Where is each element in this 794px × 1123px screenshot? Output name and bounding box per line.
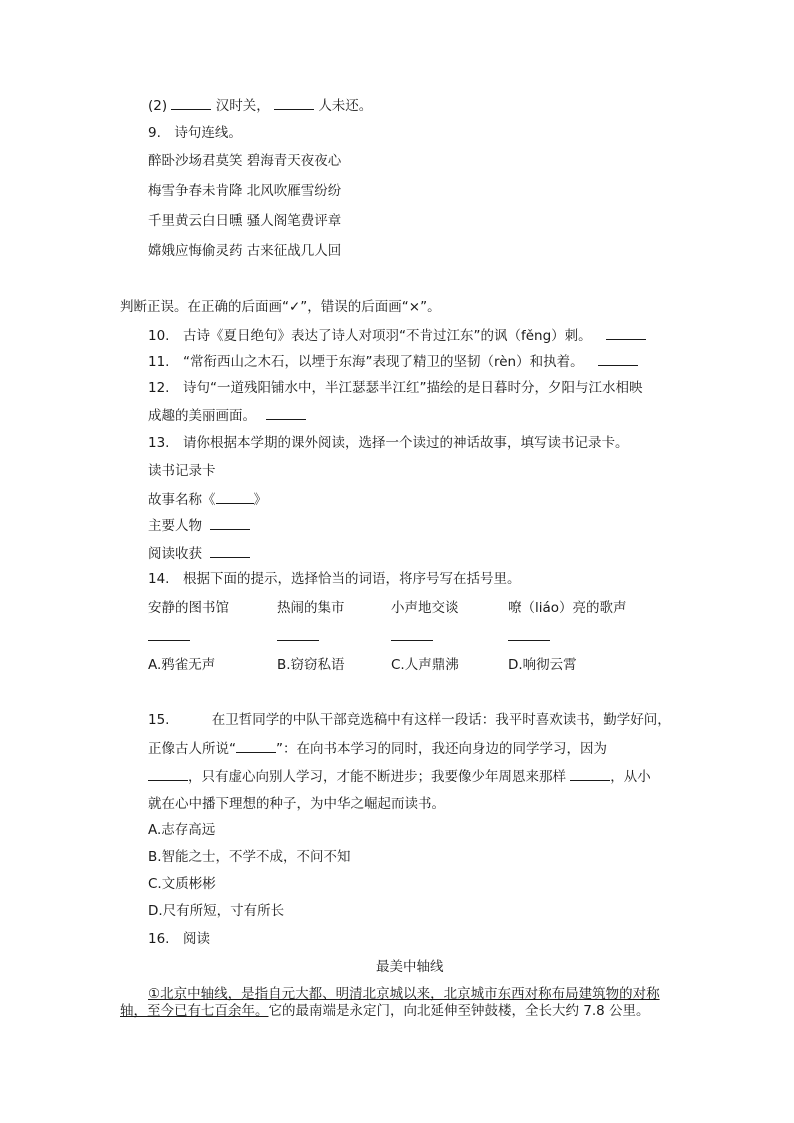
answer-blank[interactable] (508, 626, 550, 641)
q9-line-3: 千里黄云白日曛 骚人阁笔费评章 (148, 213, 342, 229)
q14-blank-3[interactable] (391, 626, 433, 647)
q9-line-1: 醉卧沙场君莫笑 碧海青天夜夜心 (148, 153, 342, 169)
q16-heading: 16. 阅读 (148, 931, 210, 947)
q15-line-1 (148, 710, 671, 730)
answer-blank[interactable] (266, 405, 306, 420)
characters-label: 主要人物 (148, 518, 202, 534)
q15-option-c: C.文质彬彬 (148, 876, 216, 892)
q14-blank-4[interactable] (508, 626, 550, 647)
q15-line-2 (148, 738, 607, 759)
q8-2-part2: 人未还。 (318, 98, 373, 114)
passage-rest: 它的最南端是永定门，向北延伸至钟鼓楼，全长大约 7.8 公里。 (268, 1003, 650, 1019)
q11-text: 11. “常衔西山之木石，以堙于东海”表现了精卫的坚韧（rèn）和执着。 (148, 354, 584, 370)
q13-characters (148, 515, 250, 536)
q8-2-part1: 汉时关， (215, 98, 270, 114)
answer-blank[interactable] (171, 95, 211, 110)
characters-blank[interactable] (210, 515, 250, 530)
q8-2-line (148, 95, 372, 116)
passage-title: 最美中轴线 (376, 959, 444, 975)
q12-text-2: 成趣的美丽画面。 (148, 408, 256, 424)
q12-line-1: 12. 诗句“一道残阳铺水中，半江瑟瑟半江红”描绘的是日暮时分，夕阳与江水相映 (148, 380, 643, 396)
answer-blank[interactable] (148, 626, 190, 641)
story-name-label: 故事名称《 (148, 492, 216, 508)
answer-blank[interactable] (391, 626, 433, 641)
q14-blank-1[interactable] (148, 626, 190, 647)
q15-number: 15. (148, 712, 170, 728)
q15-line-4: 就在心中播下理想的种子，为中华之崛起而读书。 (148, 796, 445, 812)
q14-option-b: B.窃窃私语 (277, 657, 345, 673)
q13-gain (148, 543, 250, 564)
q15-text-2a: 正像古人所说“ (148, 741, 236, 757)
q15-text-3a: ，只有虚心向别人学习，才能不断进步；我要像少年周恩来那样 (188, 769, 566, 785)
answer-blank[interactable] (570, 766, 610, 781)
q13-story-name (148, 489, 267, 510)
q10-text: 10. 古诗《夏日绝句》表达了诗人对项羽“不肯过江东”的讽（fěng）刺。 (148, 328, 592, 344)
passage-underlined-2: 轴，至今已有七百余年。 (120, 1003, 269, 1019)
q13-heading: 13. 请你根据本学期的课外阅读，选择一个读过的神话故事，填写读书记录卡。 (148, 435, 629, 451)
q15-option-a: A.志存高远 (148, 822, 216, 838)
q14-prompt-2: 热闹的集市 (277, 600, 345, 616)
q15-text-1: 在卫哲同学的中队干部竞选稿中有这样一段话：我平时喜欢读书，勤学好问， (211, 712, 671, 728)
answer-blank[interactable] (277, 626, 319, 641)
gain-label: 阅读收获 (148, 546, 202, 562)
q8-2-prefix: (2) (148, 98, 168, 114)
q14-option-c: C.人声鼎沸 (391, 657, 459, 673)
passage-underlined-1: ①北京中轴线，是指自元大都、明清北京城以来，北京城市东西对称布局建筑物的对称 (148, 986, 660, 1002)
q12-line-2 (148, 405, 306, 426)
answer-blank[interactable] (598, 351, 638, 366)
story-name-blank[interactable] (216, 489, 254, 504)
q14-heading: 14. 根据下面的提示，选择恰当的词语，将序号写在括号里。 (148, 571, 521, 587)
story-name-close: 》 (253, 492, 267, 508)
judge-instructions: 判断正误。在正确的后面画“✓”，错误的后面画“×”。 (120, 299, 441, 315)
q13-card-title: 读书记录卡 (148, 463, 216, 479)
q15-option-d: D.尺有所短，寸有所长 (148, 903, 285, 919)
q15-text-3b: ，从小 (610, 769, 651, 785)
q9-heading: 9. 诗句连线。 (148, 125, 242, 141)
q14-prompt-1: 安静的图书馆 (148, 600, 229, 616)
answer-blank[interactable] (274, 95, 314, 110)
answer-blank[interactable] (236, 738, 276, 753)
gain-blank[interactable] (210, 543, 250, 558)
q14-option-d: D.响彻云霄 (508, 657, 577, 673)
q9-line-2: 梅雪争春未肯降 北风吹雁雪纷纷 (148, 183, 342, 199)
answer-blank[interactable] (148, 766, 188, 781)
q14-option-a: A.鸦雀无声 (148, 657, 216, 673)
q15-line-3 (148, 766, 651, 787)
q14-prompt-4: 嘹（liáo）亮的歌声 (508, 600, 627, 616)
q10-line (148, 325, 646, 346)
answer-blank[interactable] (606, 325, 646, 340)
q15-option-b: B.智能之士，不学不成，不问不知 (148, 849, 351, 865)
q9-line-4: 嫦娥应悔偷灵药 古来征战几人回 (148, 243, 342, 259)
q11-line (148, 351, 638, 372)
passage-line-2 (120, 1001, 650, 1021)
q15-text-2b: ”：在向书本学习的同时，我还向身边的同学学习，因为 (276, 741, 607, 757)
q14-blank-2[interactable] (277, 626, 319, 647)
q14-prompt-3: 小声地交谈 (391, 600, 459, 616)
